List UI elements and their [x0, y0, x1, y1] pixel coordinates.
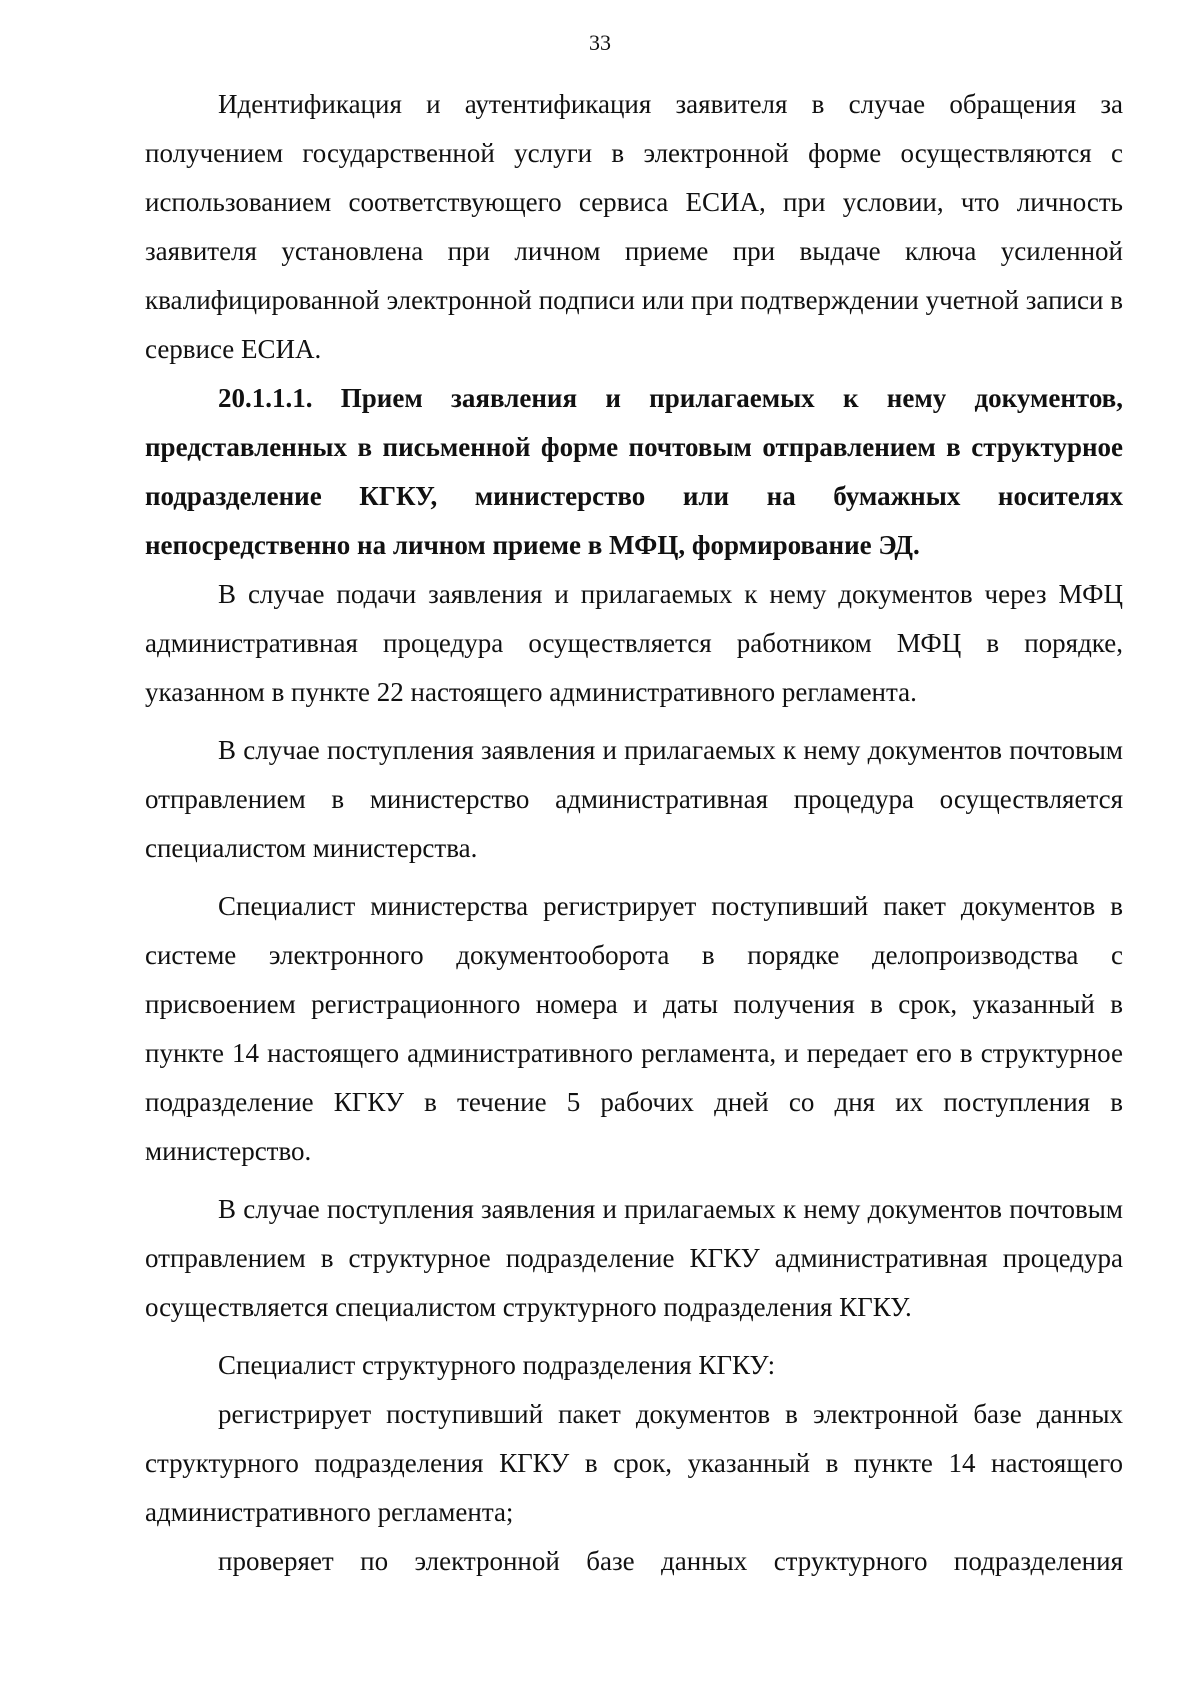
page-number: 33: [589, 30, 611, 55]
paragraph-mfc-submission: В случае подачи заявления и прилагаемых к нему документов через МФЦ административная процедура осуществляется работником МФЦ в порядке, указанном в пункте 22 настоящего административного регламента.: [145, 579, 1123, 707]
paragraph-ministry-registration: Специалист министерства регистрирует поступивший пакет документов в системе электронного документооборота в порядке делопроизводства с присвоением регистрационного номера и даты получения в срок, указанный в пункте 14 настоящего административного регламента, и передает его в структурное подразделение КГКУ в течение 5 рабочих дней со дня их поступления в министерство.: [145, 891, 1123, 1166]
paragraph-kgku-specialist: Специалист структурного подразделения КГКУ:: [218, 1350, 776, 1380]
paragraph-postal-kgku: В случае поступления заявления и прилагаемых к нему документов почтовым отправлением в структурное подразделение КГКУ административная процедура осуществляется специалистом структурного подразделения КГКУ.: [145, 1194, 1123, 1322]
paragraph-postal-ministry: В случае поступления заявления и прилагаемых к нему документов почтовым отправлением в министерство административная процедура осуществляется специалистом министерства.: [145, 735, 1123, 863]
section-heading-20-1-1-1: 20.1.1.1. Прием заявления и прилагаемых к нему документов, представленных в письменной форме почтовым отправлением в структурное подразделение КГКУ, министерство или на бумажных носителях непосредственно на личном приеме в МФЦ, формирование ЭД.: [145, 383, 1123, 560]
paragraph-checks: проверяет по электронной базе данных структурного подразделения: [218, 1546, 1123, 1576]
paragraph-identification: Идентификация и аутентификация заявителя в случае обращения за получением государственной услуги в электронной форме осуществляются с использованием соответствующего сервиса ЕСИА, при условии, что личность заявителя установлена при личном приеме при выдаче ключа усиленной квалифицированной электронной подписи или при подтверждении учетной записи в сервисе ЕСИА.: [145, 89, 1123, 364]
document-body: [145, 80, 1123, 1586]
paragraph-registers: регистрирует поступивший пакет документов в электронной базе данных структурного подразделения КГКУ в срок, указанный в пункте 14 настоящего административного регламента;: [145, 1399, 1123, 1527]
